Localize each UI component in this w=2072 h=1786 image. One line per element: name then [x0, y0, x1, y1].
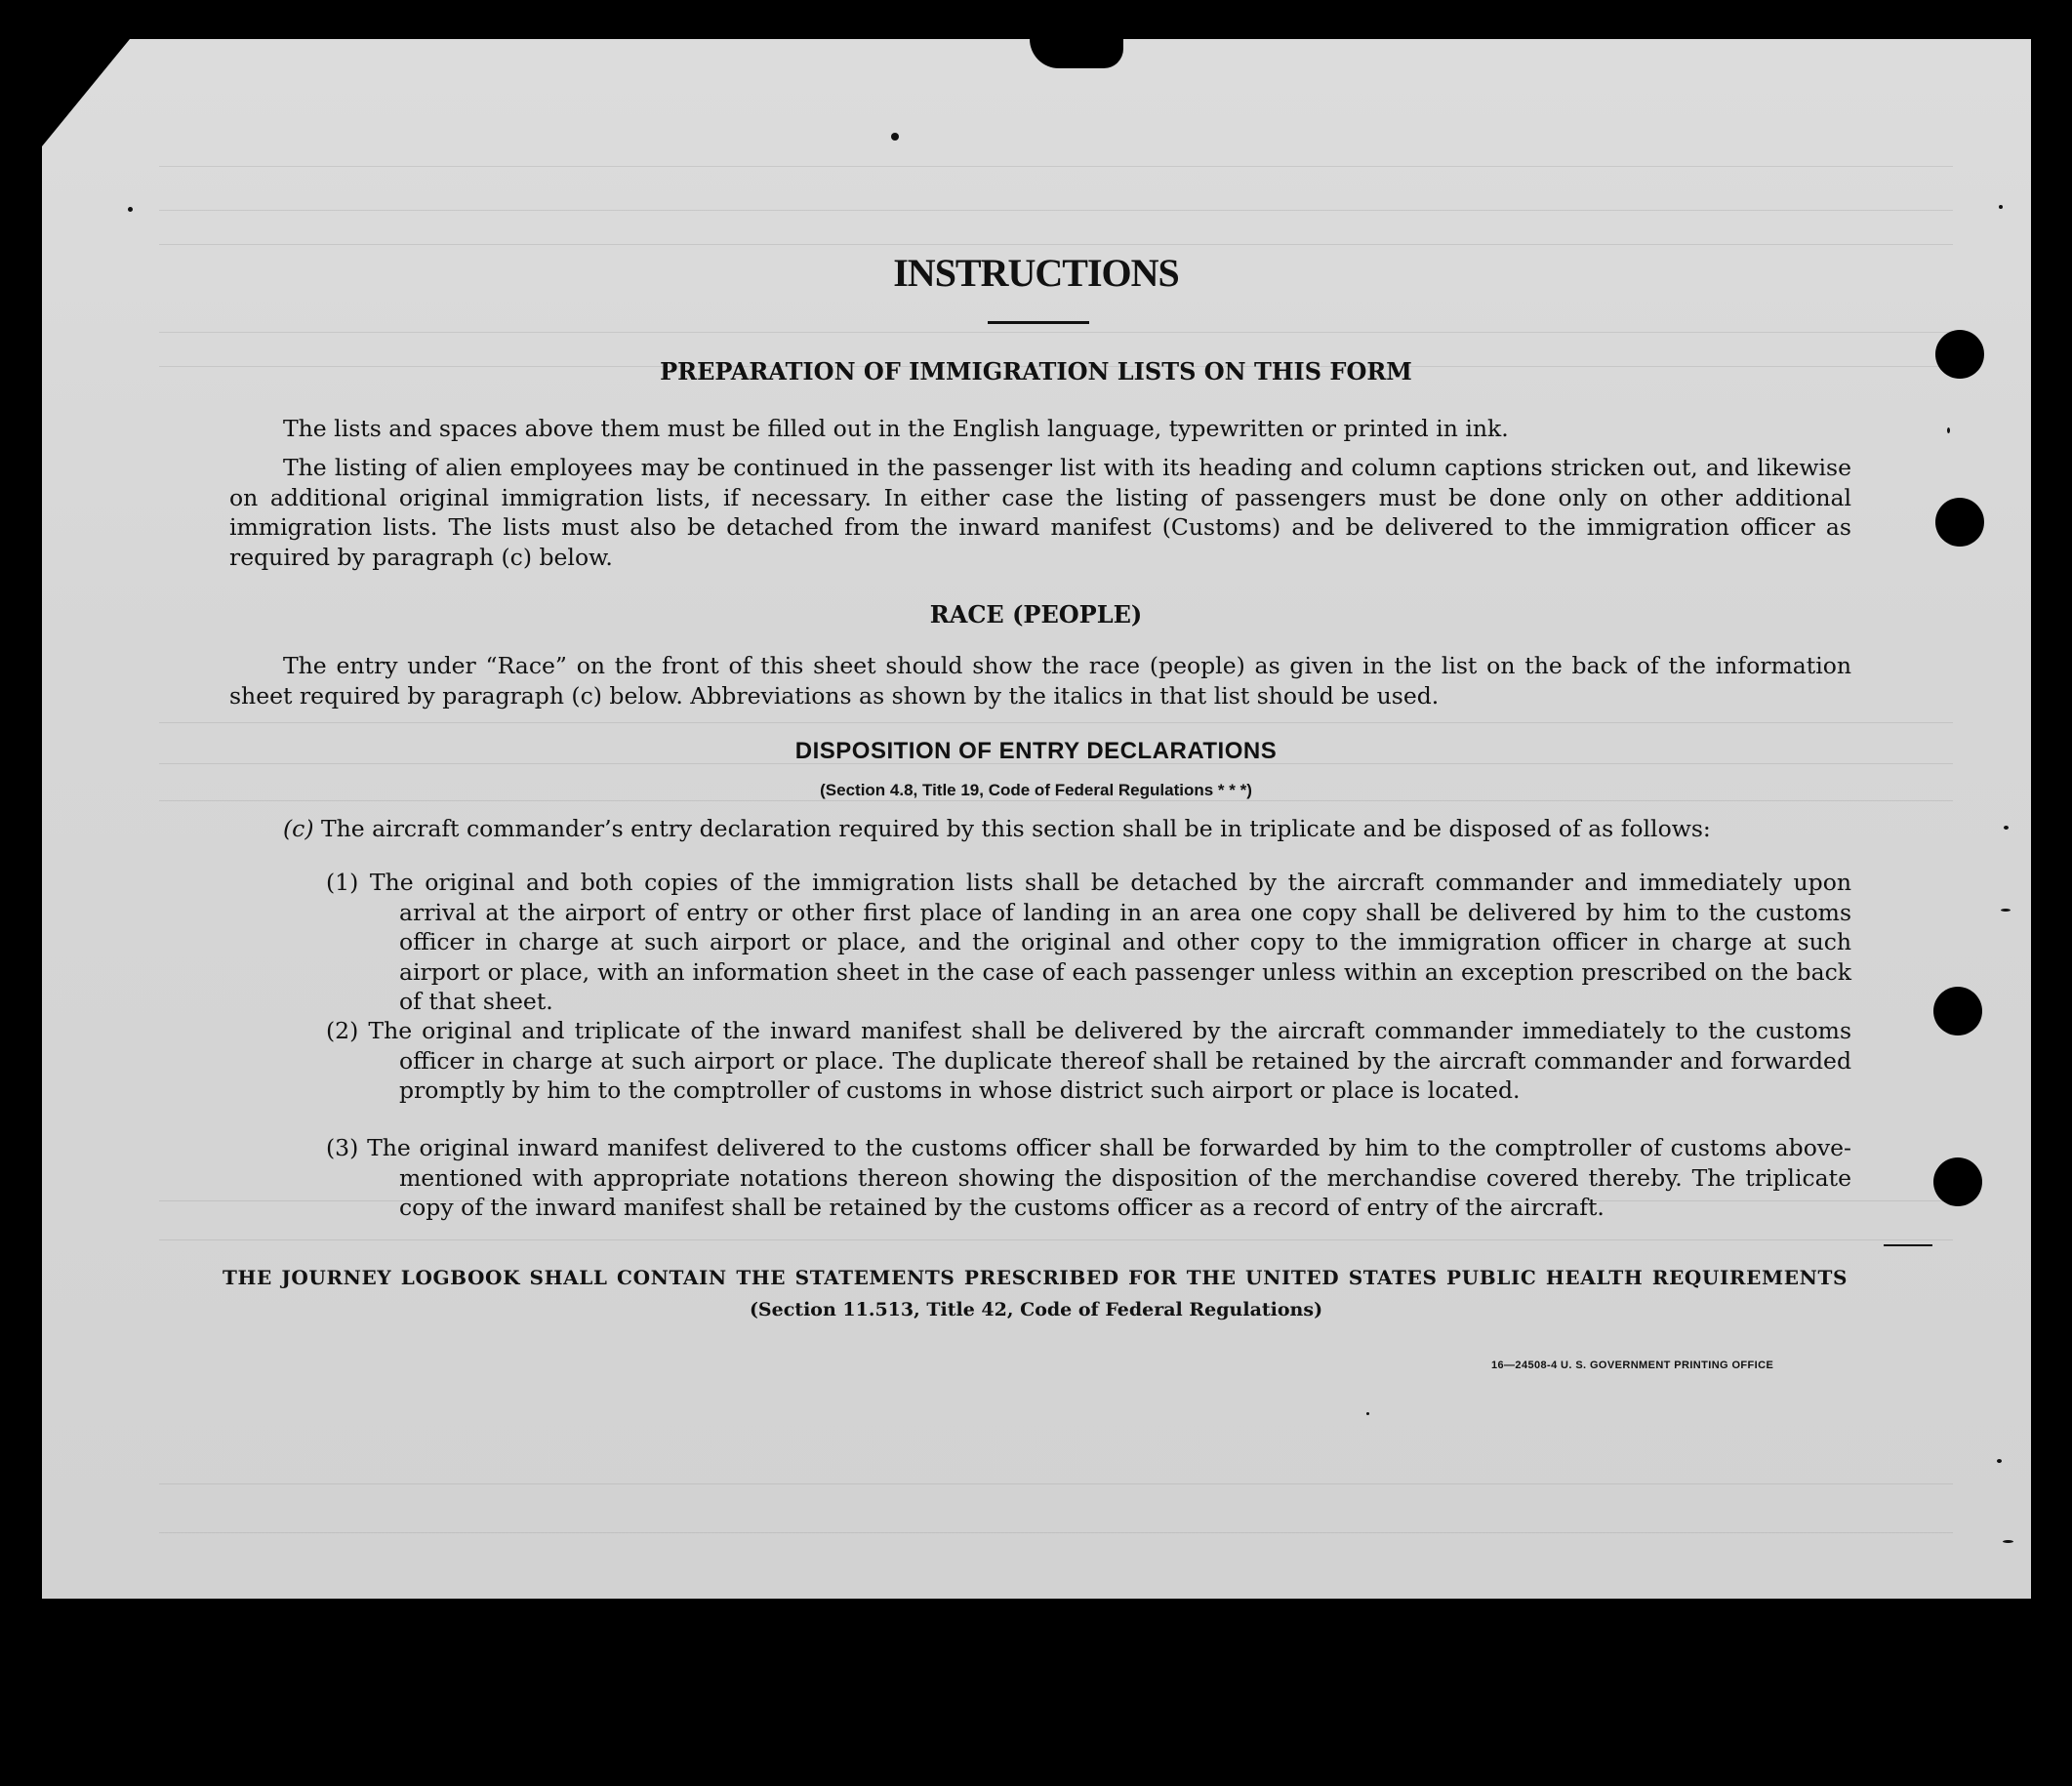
ink-speck	[128, 207, 133, 212]
ink-stroke	[1884, 1244, 1932, 1246]
bleed-line	[159, 244, 1953, 245]
disposition-item	[326, 1133, 1851, 1223]
bleed-line	[159, 800, 1953, 801]
intro-label: (c)	[283, 815, 314, 842]
bleed-line	[159, 1483, 1953, 1484]
item-text: The original and both copies of the immigration lists shall be detached by the aircraft commander and immediately upon arrival at the airport of entry or other first place of landing in an area one copy shall be delivered by him to the customs officer in charge at such airport or place, and the original and other copy to the immigration officer in charge at such airport or place, with an information sheet in the case of each passenger unless within an exception prescribed on the back of that sheet.	[369, 869, 1851, 1015]
page-title: INSTRUCTIONS	[893, 251, 1179, 295]
health-requirements-reference: (Section 11.513, Title 42, Code of Federal Regulations)	[749, 1299, 1323, 1320]
health-requirements-statement: THE JOURNEY LOGBOOK SHALL CONTAIN THE STATEMENTS PRESCRIBED FOR THE UNITED STATES PUBLIC HEALTH REQUIREMENTS	[223, 1266, 1848, 1289]
heading-disposition: DISPOSITION OF ENTRY DECLARATIONS	[794, 738, 1278, 764]
ink-speck	[2004, 826, 2009, 830]
punch-hole	[1935, 498, 1984, 547]
ink-speck	[1947, 427, 1950, 433]
punch-hole	[1933, 1157, 1982, 1206]
title-underline	[988, 321, 1089, 324]
item-text: The original inward manifest delivered to the customs officer shall be forwarded by him to the comptroller of customs above-mentioned with appropriate notations thereon showing the disposition of the merchandise covered thereby. The triplicate copy of the inward manifest shall be retained by the customs officer as a record of entry of the aircraft.	[367, 1134, 1851, 1221]
bleed-line	[159, 1532, 1953, 1533]
ink-speck	[1999, 205, 2003, 209]
item-label: (3)	[326, 1134, 359, 1161]
heading-race: RACE (PEOPLE)	[929, 600, 1143, 629]
punch-hole	[1933, 987, 1982, 1035]
bleed-line	[159, 1239, 1953, 1240]
disposition-item	[326, 868, 1851, 1017]
disposition-reference: (Section 4.8, Title 19, Code of Federal Regulations * * *)	[820, 781, 1252, 799]
ink-speck	[1997, 1459, 2002, 1463]
bleed-line	[159, 722, 1953, 723]
item-label: (2)	[326, 1017, 359, 1044]
ink-speck	[2001, 909, 2011, 912]
ink-speck	[891, 133, 899, 141]
disposition-item	[326, 1016, 1851, 1106]
preparation-paragraph-2: The listing of alien employees may be continued in the passenger list with its heading and column captions stricken out, and likewise on additional original immigration lists, if necessary. In either case the listing of passengers must be done only on other additional immigration lists. The lists must also be detached from the inward manifest (Customs) and be delivered to the immigration officer as required by paragraph (c) below.	[229, 454, 1851, 571]
intro-text: The aircraft commander’s entry declaration required by this section shall be in triplicate and be disposed of as follows:	[320, 815, 1711, 842]
torn-edge	[1030, 35, 1123, 68]
ink-speck	[2003, 1540, 2013, 1543]
disposition-intro	[283, 814, 1864, 844]
ink-speck	[1366, 1412, 1369, 1415]
preparation-paragraph-1: The lists and spaces above them must be filled out in the English language, typewritten or printed in ink.	[283, 415, 1509, 442]
bleed-line	[159, 332, 1953, 333]
item-label: (1)	[326, 869, 359, 896]
race-paragraph: The entry under “Race” on the front of this sheet should show the race (people) as given in the list on the back of the information sheet required by paragraph (c) below. Abbreviations as shown by the italics in that list should be used.	[229, 652, 1851, 710]
printer-mark: 16—24508-4 U. S. GOVERNMENT PRINTING OFFICE	[1491, 1360, 1774, 1371]
bleed-line	[159, 166, 1953, 167]
bleed-line	[159, 210, 1953, 211]
heading-preparation: PREPARATION OF IMMIGRATION LISTS ON THIS FORM	[660, 357, 1412, 386]
item-text: The original and triplicate of the inward manifest shall be delivered by the aircraft commander immediately to the customs officer in charge at such airport or place. The duplicate thereof shall be retained by the aircraft commander and forwarded promptly by him to the comptroller of customs in whose district such airport or place is located.	[368, 1017, 1851, 1104]
